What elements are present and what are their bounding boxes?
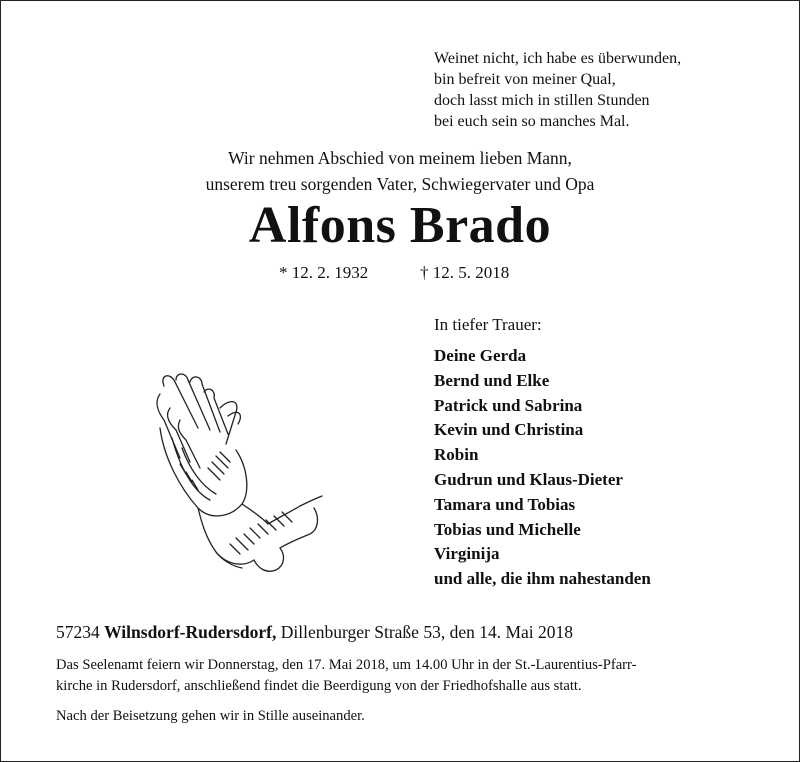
zip-code: 57234	[56, 622, 100, 642]
death-date: † 12. 5. 2018	[420, 263, 510, 282]
mourner-name: und alle, die ihm nahestanden	[434, 569, 651, 589]
farewell-intro	[0, 145, 800, 197]
poem-line: bei euch sein so manches Mal.	[434, 113, 630, 130]
street-date: Dillenburger Straße 53, den 14. Mai 2018	[280, 622, 574, 642]
mourner-name: Gudrun und Klaus-Dieter	[434, 469, 623, 489]
service-line: kirche in Rudersdorf, anschließend findet die Beerdigung von der Friedhofshalle aus statt.	[56, 678, 582, 694]
service-info	[56, 655, 756, 697]
poem-line: doch lasst mich in stillen Stunden	[434, 92, 650, 109]
mourner-name: Virginija	[434, 544, 500, 564]
birth-date: * 12. 2. 1932	[279, 263, 369, 282]
closing-note: Nach der Beisetzung gehen wir in Stille auseinander.	[56, 708, 365, 724]
poem-line: Weinet nicht, ich habe es überwunden,	[434, 50, 682, 67]
intro-line: unserem treu sorgenden Vater, Schwiegervater und Opa	[205, 174, 595, 194]
mourners-heading: In tiefer Trauer:	[434, 315, 542, 334]
mourner-name: Tamara und Tobias	[434, 494, 576, 514]
service-line: Das Seelenamt feiern wir Donnerstag, den 17. Mai 2018, um 14.00 Uhr in der St.-Laurentius-Pfarr-	[56, 657, 637, 673]
mourner-name: Tobias und Michelle	[434, 519, 581, 539]
poem	[434, 48, 681, 132]
mourner-name: Kevin und Christina	[434, 420, 584, 440]
praying-hands-icon	[150, 368, 330, 578]
poem-line: bin befreit von meiner Qual,	[434, 71, 616, 88]
mourner-name: Bernd und Elke	[434, 370, 550, 390]
mourner-name: Robin	[434, 445, 479, 465]
intro-line: Wir nehmen Abschied von meinem lieben Mann,	[228, 148, 572, 168]
place-date-line	[56, 621, 573, 643]
city-name: Wilnsdorf-Rudersdorf,	[104, 622, 277, 642]
mourner-name: Deine Gerda	[434, 346, 527, 365]
deceased-name: Alfons Brado	[248, 197, 552, 254]
mourners-list	[434, 344, 651, 592]
mourner-name: Patrick und Sabrina	[434, 395, 583, 415]
